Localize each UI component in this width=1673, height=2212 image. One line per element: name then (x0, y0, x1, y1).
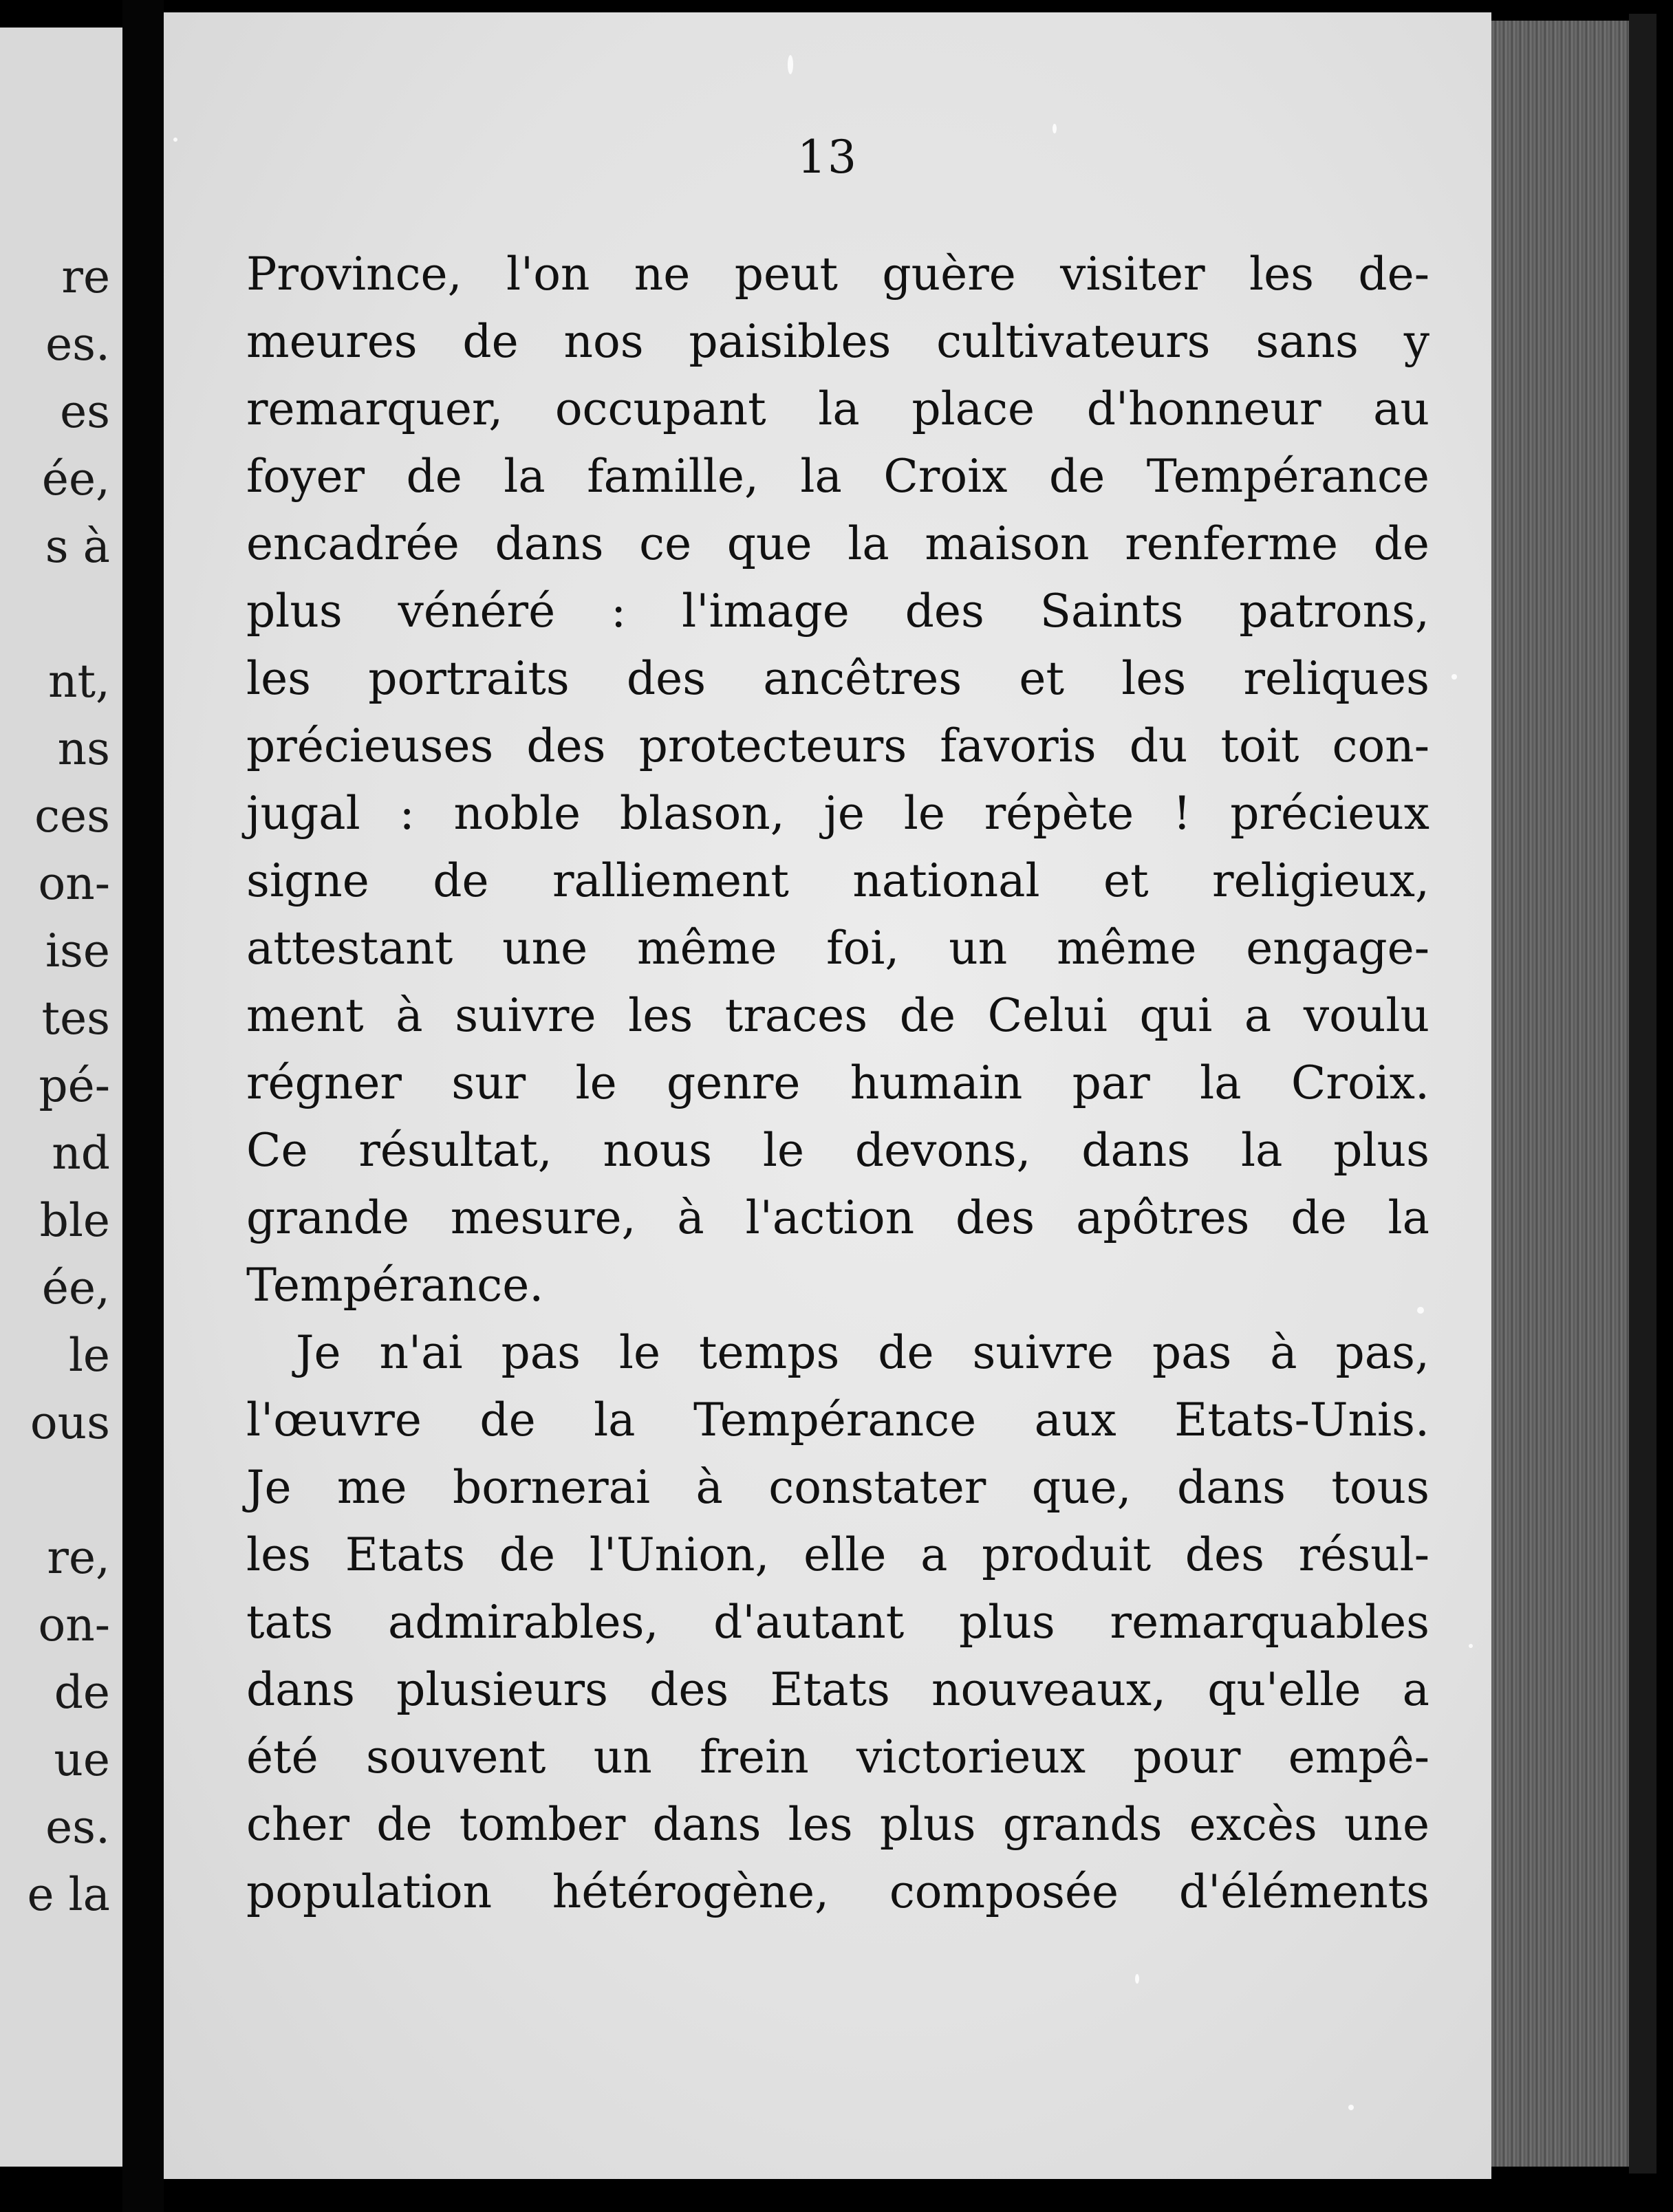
text-line: remarquer, occupant la place d'honneur au (246, 382, 1429, 435)
page-number: 13 (797, 131, 858, 184)
left-fragment: re, (47, 1531, 110, 1584)
text-line: Tempérance. (246, 1259, 544, 1312)
text-line: plus vénéré : l'image des Saints patrons, (246, 585, 1429, 638)
left-fragment: le (68, 1329, 110, 1382)
left-fragment: s à (45, 520, 110, 573)
scan-speck (1135, 1974, 1139, 1984)
text-line: population hétérogène, composée d'éléments (246, 1865, 1429, 1918)
text-line: meures de nos paisibles cultivateurs sans y (246, 315, 1429, 368)
text-line: cher de tomber dans les plus grands excès une (246, 1798, 1429, 1851)
book-edge-shadow (1629, 14, 1656, 2173)
text-line: jugal : noble blason, je le répète ! précieux (246, 787, 1429, 840)
scan-speck (1451, 674, 1457, 680)
left-fragment: nd (52, 1127, 110, 1180)
left-facing-page (0, 28, 122, 2167)
scan-speck (1348, 2105, 1354, 2110)
left-fragment: ous (30, 1396, 110, 1449)
left-fragment: es. (45, 318, 110, 371)
left-fragment: ise (45, 924, 110, 977)
text-line: précieuses des protecteurs favoris du toit con- (246, 719, 1429, 772)
left-fragment: ble (39, 1194, 110, 1247)
text-line: Ce résultat, nous le devons, dans la plus (246, 1124, 1429, 1177)
text-line: encadrée dans ce que la maison renferme de (246, 517, 1429, 570)
text-line: signe de ralliement national et religieux, (246, 854, 1429, 907)
left-fragment: es. (45, 1801, 110, 1854)
left-fragment: ée, (41, 453, 110, 506)
scan-speck (173, 138, 177, 142)
left-fragment: on- (38, 857, 110, 910)
left-fragment: e la (27, 1868, 110, 1921)
left-fragment: ée, (41, 1261, 110, 1314)
text-line: l'œuvre de la Tempérance aux Etats-Unis. (246, 1394, 1429, 1446)
text-line: les portraits des ancêtres et les reliques (246, 652, 1429, 705)
scan-speck (1417, 1307, 1424, 1314)
text-line: ment à suivre les traces de Celui qui a voulu (246, 989, 1429, 1042)
left-fragment: tes (41, 992, 110, 1045)
main-page (164, 12, 1491, 2179)
left-fragment: re (61, 250, 110, 303)
text-line: tats admirables, d'autant plus remarquables (246, 1596, 1429, 1649)
text-line: Province, l'on ne peut guère visiter les de- (246, 248, 1429, 301)
scan-speck (1053, 124, 1057, 133)
left-fragment: ces (34, 790, 110, 843)
text-line: grande mesure, à l'action des apôtres de la (246, 1191, 1429, 1244)
scan-speck (1469, 1644, 1473, 1648)
text-line: foyer de la famille, la Croix de Tempérance (246, 450, 1429, 503)
body-text (246, 241, 1429, 1926)
text-line: attestant une même foi, un même engage- (246, 922, 1429, 975)
book-page-edges (1491, 21, 1629, 2167)
book-gutter (122, 0, 164, 2212)
text-line: dans plusieurs des Etats nouveaux, qu'elle a (246, 1663, 1429, 1716)
text-line: Je me bornerai à constater que, dans tous (246, 1461, 1429, 1514)
left-fragment: es (60, 385, 110, 438)
left-fragment: de (54, 1666, 110, 1719)
left-fragment: pé- (39, 1059, 110, 1112)
left-fragment: ns (57, 722, 110, 775)
text-line: les Etats de l'Union, elle a produit des résul- (246, 1528, 1429, 1581)
text-line: régner sur le genre humain par la Croix. (246, 1056, 1429, 1109)
left-fragment: ue (54, 1733, 110, 1786)
text-line: été souvent un frein victorieux pour empê- (246, 1731, 1429, 1783)
text-line-paragraph-start: Je n'ai pas le temps de suivre pas à pas, (296, 1326, 1429, 1379)
left-fragment: on- (38, 1598, 110, 1651)
scan-speck (788, 55, 793, 74)
left-fragment: nt, (47, 655, 110, 708)
